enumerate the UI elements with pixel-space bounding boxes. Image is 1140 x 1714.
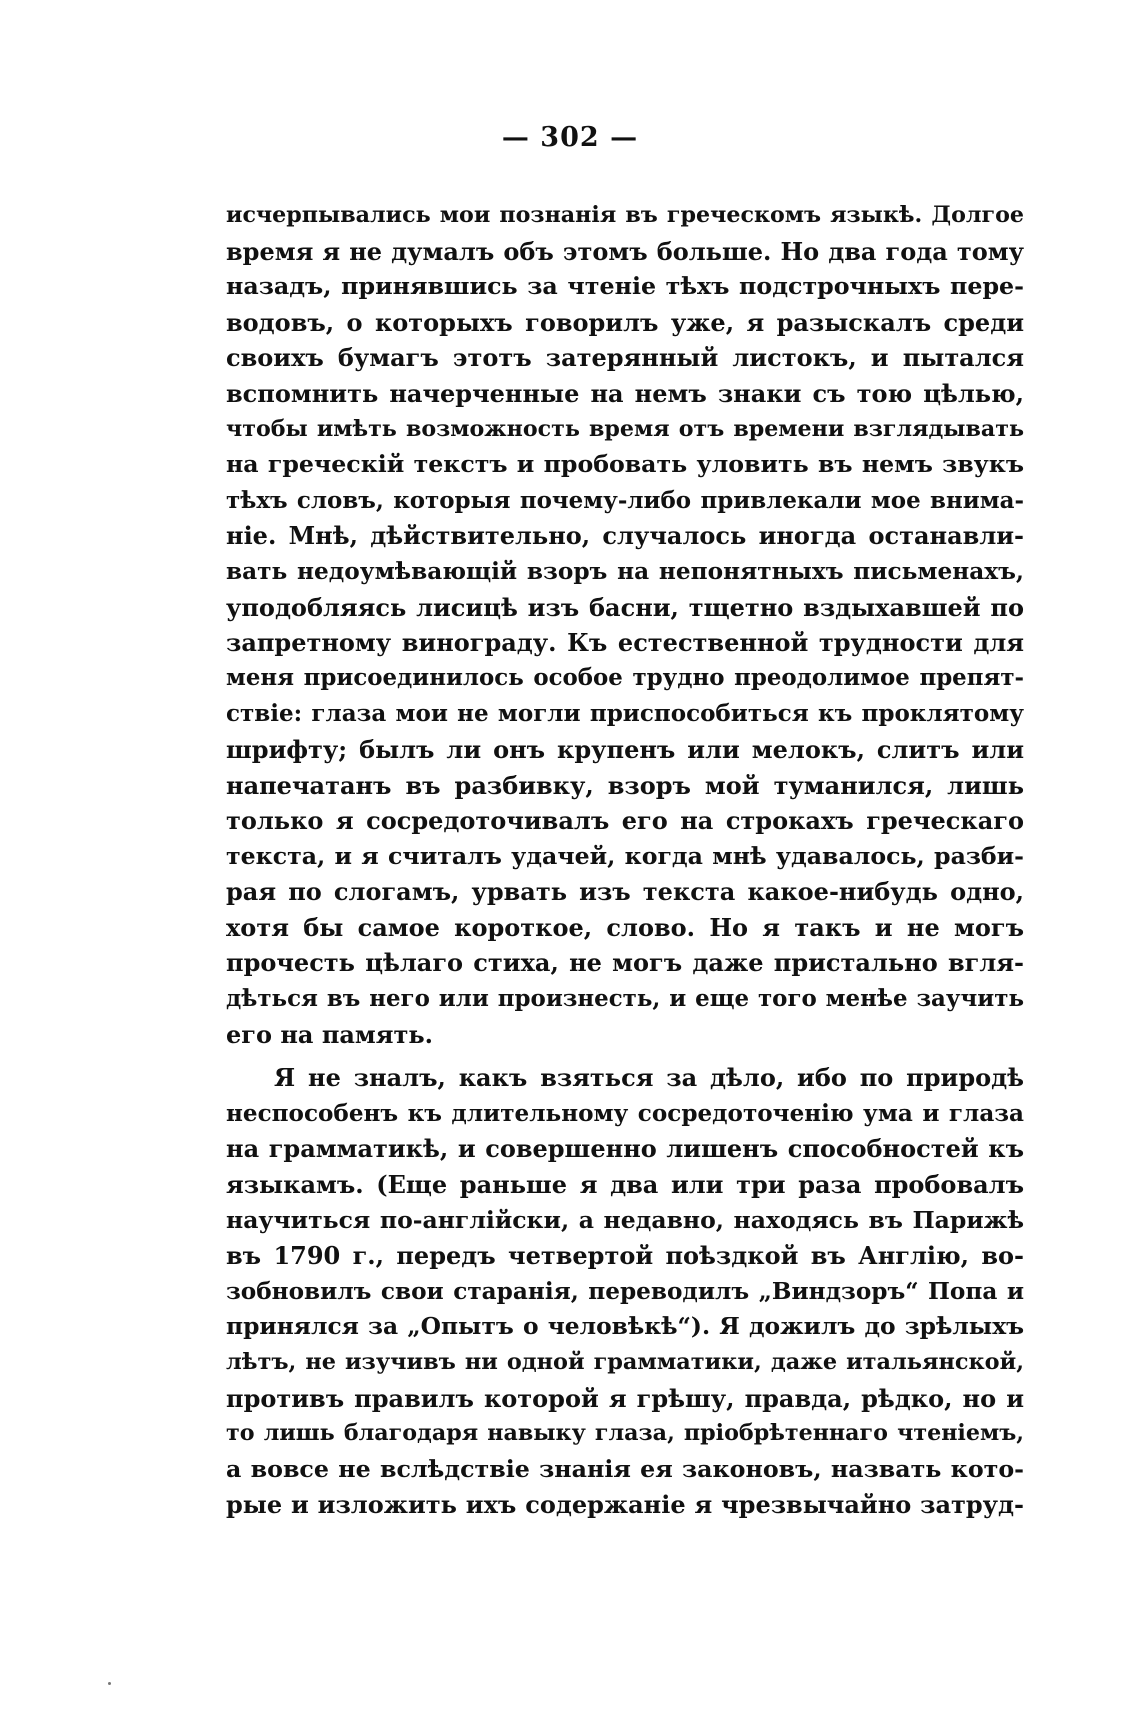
text-line: дѣться въ него или произнесть, и еще того менѣе заучить [226,985,1024,1013]
paragraph-1 [226,198,1024,1052]
text-line: шрифту; былъ ли онъ крупенъ или мелокъ, слитъ или [226,734,1024,764]
text-line: противъ правилъ которой я грѣшу, правда, рѣдко, но и [226,1383,1024,1413]
text-line: языкамъ. (Еще раньше я два или три раза пробовалъ [226,1170,1024,1200]
text-line: напечатанъ въ разбивку, взоръ мой туманился, лишь [226,770,1024,800]
text-line: уподобляясь лисицѣ изъ басни, тщетно вздыхавшей по [226,592,1024,622]
text-line: его на память. [226,1019,434,1049]
text-line: текста, и я считалъ удачей, когда мнѣ удавалось, разби- [226,841,1024,870]
text-line: тѣхъ словъ, которыя почему-либо привлекали мое внима- [226,486,1024,514]
text-line: назадъ, принявшись за чтеніе тѣхъ подстрочныхъ пере- [226,272,1024,301]
paper-speck [108,1682,111,1685]
text-line: исчерпывались мои познанія въ греческомъ языкѣ. Долгое [226,202,1024,228]
text-line: на греческій текстъ и пробовать уловить въ немъ звукъ [226,450,1024,479]
text-line: прочесть цѣлаго стиха, не могъ даже пристально вгля- [226,948,1024,978]
text-line: неспособенъ къ длительному сосредоточенію ума и глаза [226,1099,1024,1127]
text-line: принялся за „Опытъ о человѣкѣ“). Я дожилъ до зрѣлыхъ [226,1312,1024,1341]
text-line: въ 1790 г., передъ четвертой поѣздкой въ Англію, во- [226,1241,1024,1271]
text-line: ствіе: глаза мои не могли приспособиться къ проклятому [226,700,1024,728]
text-line: то лишь благодаря навыку глаза, пріобрѣтеннаго чтеніемъ, [226,1420,1024,1447]
text-line: ніе. Мнѣ, дѣйствительно, случалось иногда останавли- [226,521,1024,551]
text-line: хотя бы самое короткое, слово. Но я такъ и не могъ [226,912,1024,942]
page-number: — 302 — [501,122,639,153]
text-line: только я сосредоточивалъ его на строкахъ греческаго [226,806,1024,836]
text-line: а вовсе не вслѣдствіе знанія ея законовъ, назвать кото- [226,1454,1024,1483]
text-line: рая по слогамъ, урвать изъ текста какое-нибудь одно, [226,877,1024,907]
paragraph-2 [226,1060,1024,1523]
paragraph-gap [226,1052,1024,1060]
body-text [226,198,1024,1523]
text-line: запретному винограду. Къ естественной трудности для [226,628,1024,658]
text-line: Я не зналъ, какъ взяться за дѣло, ибо по природѣ [274,1063,1024,1093]
text-line: меня присоединилось особое трудно преодолимое препят- [226,664,1024,691]
text-line: рые и изложить ихъ содержаніе я чрезвычайно затруд- [226,1490,1024,1520]
text-line: научиться по-англійски, а недавно, находясь въ Парижѣ [226,1205,1024,1234]
text-line: время я не думалъ объ этомъ больше. Но два года тому [226,236,1024,266]
text-line: лѣтъ, не изучивъ ни одной грамматики, даже итальянской, [226,1349,1024,1375]
text-line: водовъ, о которыхъ говорилъ уже, я разыскалъ среди [226,307,1024,337]
text-line: вспомнить начерченные на немъ знаки съ тою цѣлью, [226,378,1024,408]
text-line: своихъ бумагъ этотъ затерянный листокъ, и пытался [226,343,1024,373]
text-line: зобновилъ свои старанія, переводилъ „Виндзоръ“ Попа и [226,1277,1024,1305]
text-line: на грамматикѣ, и совершенно лишенъ способностей къ [226,1134,1024,1164]
text-line: чтобы имѣть возможность время отъ времени взглядывать [226,415,1024,442]
text-line: вать недоумѣвающій взоръ на непонятныхъ письменахъ, [226,557,1024,585]
